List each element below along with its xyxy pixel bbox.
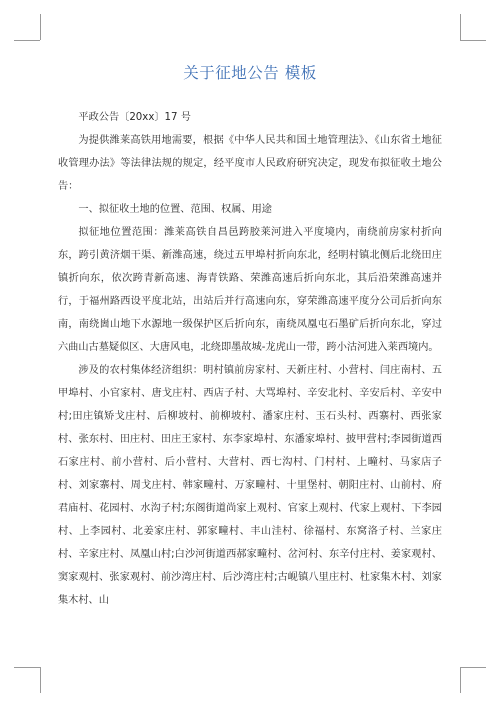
crop-mark-top-right: [460, 14, 461, 40]
section-heading: 一、拟征收土地的位置、范围、权属、用途: [78, 204, 272, 215]
document-body: [58, 62, 442, 612]
document-number: 平政公告〔20xx〕17 号: [78, 112, 191, 123]
crop-mark-bottom-right: [460, 667, 461, 693]
crop-mark-top-left: [14, 40, 40, 41]
crop-mark-bottom-left: [40, 667, 41, 693]
crop-mark-top-left: [40, 14, 41, 40]
crop-mark-bottom-left: [14, 667, 40, 668]
document-title: 关于征地公告 模板: [183, 64, 317, 82]
location-paragraph: 拟征地位置范围：潍莱高铁自昌邑跨胶莱河进入平度境内，南绕前房家村折向东，跨引黄济烟干渠、新潍高速，绕过五甲埠村折向东北，经明村镇北侧后北绕田庄镇折向东，依次跨青新高速、海青铁路、荣潍高速后折向东北，其后沿荣潍高速并行，于福州路西设平度北站，出站后并行高速向东，穿荣潍高速平度分公司后折向东南，南绕崮山地下水源地一级保护区后折向东，南绕凤凰屯石墨矿后折向东北，穿过六曲山古墓疑似区、大唐风电，北绕即墨故城-龙虎山一带，跨小沽河进入莱西境内。: [58, 227, 442, 353]
crop-mark-bottom-right: [460, 667, 486, 668]
crop-mark-top-right: [460, 40, 486, 41]
villages-paragraph: 涉及的农村集体经济组织：明村镇前房家村、天新庄村、小营村、闫庄南村、五甲埠村、小官家村、唐戈庄村、西店子村、大骂埠村、辛安北村、辛安后村、辛安中村;田庄镇矫戈庄村、后柳坡村、前柳坡村、潘家庄村、玉石头村、西寨村、西张家村、张东村、田庄村、田庄王家村、东李家埠村、东潘家埠村、披甲营村;李园街道西石家庄村、前小营村、后小营村、大营村、西七沟村、门村村、上疃村、马家店子村、刘家寨村、周戈庄村、韩家疃村、万家疃村、十里堡村、朝阳庄村、山前村、府君庙村、花园村、水沟子村;东阁街道尚家上观村、官家上观村、代家上观村、下李园村、上李园村、北姜家庄村、郭家疃村、丰山洼村、徐福村、东窝洛子村、兰家庄村、辛家庄村、凤凰山村;白沙河街道西郝家疃村、岔河村、东辛付庄村、姜家观村、窦家观村、张家观村、前沙湾庄村、后沙湾庄村;古岘镇八里庄村、杜家集木村、刘家集木村、山: [58, 365, 442, 606]
intro-paragraph: 为提供潍莱高铁用地需要，根据《中华人民共和国土地管理法》、《山东省土地征收管理办法》等法律法规的规定，经平度市人民政府研究决定，现发布拟征收土地公告：: [58, 135, 442, 192]
